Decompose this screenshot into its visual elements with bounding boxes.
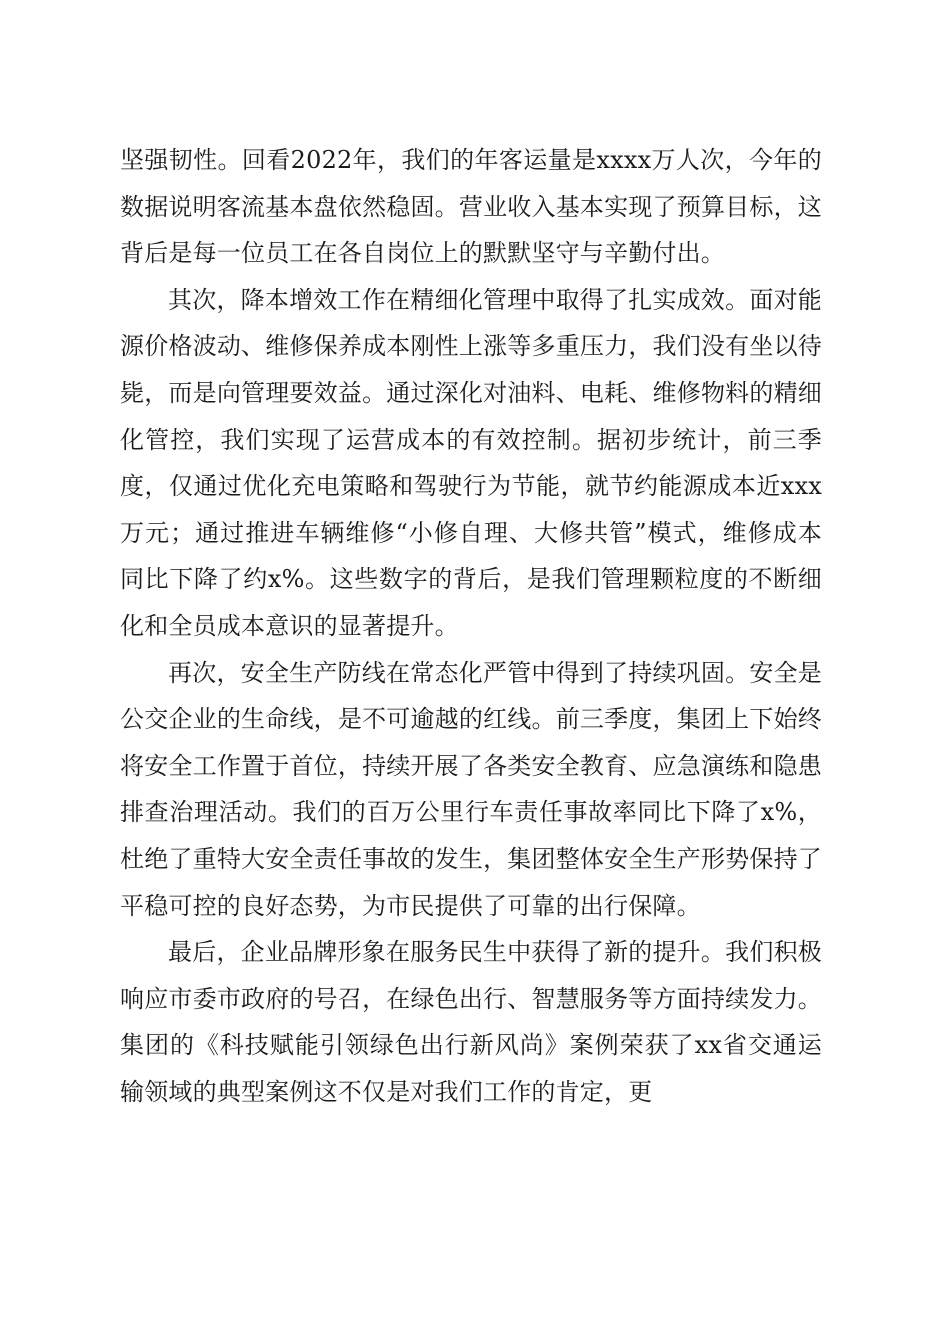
paragraph-cost-reduction: 其次，降本增效工作在精细化管理中取得了扎实成效。面对能源价格波动、维修保养成本刚性上涨等多重压力，我们没有坐以待毙，而是向管理要效益。通过深化对油料、电耗、维修物料的精细化管控，我们实现了运营成本的有效控制。据初步统计，前三季度，仅通过优化充电策略和驾驶行为节能，就节约能源成本近xxx万元；通过推进车辆维修“小修自理、大修共管”模式，维修成本同比下降了约x%。这些数字的背后，是我们管理颗粒度的不断细化和全员成本意识的显著提升。 [120,285,822,640]
document-body [120,137,822,1115]
paragraph-brand-image: 最后，企业品牌形象在服务民生中获得了新的提升。我们积极响应市委市政府的号召，在绿色出行、智慧服务等方面持续发力。集团的《科技赋能引领绿色出行新风尚》案例荣获了xx省交通运输领域的典型案例这不仅是对我们工作的肯定，更 [120,938,822,1106]
paragraph-safety: 再次，安全生产防线在常态化严管中得到了持续巩固。安全是公交企业的生命线，是不可逾越的红线。前三季度，集团上下始终将安全工作置于首位，持续开展了各类安全教育、应急演练和隐患排查治理活动。我们的百万公里行车责任事故率同比下降了x%，杜绝了重特大安全责任事故的发生，集团整体安全生产形势保持了平稳可控的良好态势，为市民提供了可靠的出行保障。 [120,658,822,920]
paragraph-continuation: 坚强韧性。回看2022年，我们的年客运量是xxxx万人次，今年的数据说明客流基本盘依然稳固。营业收入基本实现了预算目标，这背后是每一位员工在各自岗位上的默默坚守与辛勤付出。 [120,146,822,268]
